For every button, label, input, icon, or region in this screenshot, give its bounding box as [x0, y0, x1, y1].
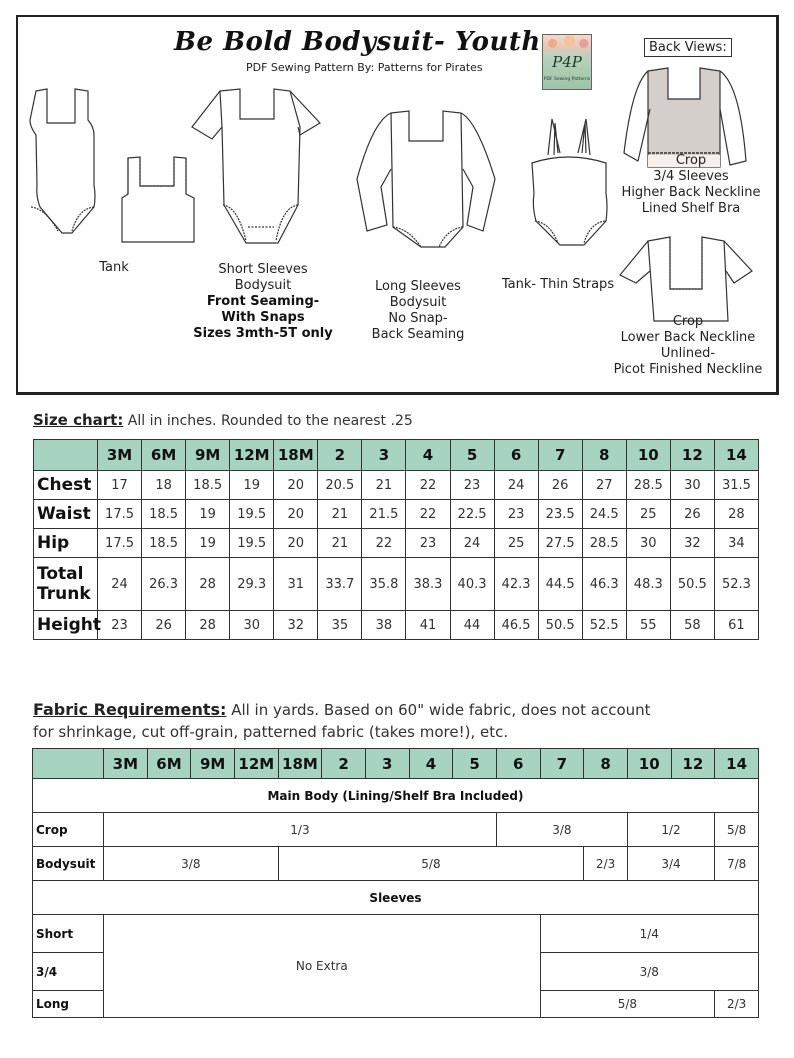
row-label: 3/4	[33, 953, 104, 991]
measurement-cell: 38.3	[406, 558, 450, 611]
crop-row	[33, 813, 759, 847]
size-header-cell: 8	[584, 749, 628, 779]
measurement-cell: 19	[186, 529, 230, 558]
long-sleeve-caption	[358, 279, 478, 343]
measurement-cell: 46.3	[582, 558, 626, 611]
tank-bodysuit-drawing	[28, 85, 108, 237]
garment-views-panel	[16, 15, 779, 395]
measurement-cell: 23.5	[538, 500, 582, 529]
thin-strap-tank-drawing	[528, 117, 612, 249]
short-sleeve-caption	[188, 262, 338, 342]
caption-line: Bodysuit	[389, 295, 447, 310]
measurement-cell: 20	[274, 500, 318, 529]
size-header-cell: 10	[626, 440, 670, 471]
yardage-cell: 2/3	[584, 847, 628, 881]
measurement-cell: 30	[230, 611, 274, 640]
fabric-note-line1: All in yards. Based on 60" wide fabric, does not account	[231, 701, 651, 719]
size-chart-label: Size chart:	[33, 411, 124, 429]
measurement-cell: 28.5	[582, 529, 626, 558]
size-chart-heading	[33, 411, 413, 429]
measurement-cell: 50.5	[670, 558, 714, 611]
fabric-label: Fabric Requirements:	[33, 700, 227, 719]
caption-line: Bodysuit	[234, 278, 292, 293]
measurement-cell: 21	[318, 529, 362, 558]
logo-subtext: PDF Sewing Patterns	[543, 77, 591, 82]
sleeves-heading: Sleeves	[33, 881, 759, 915]
measurement-cell: 28.5	[626, 471, 670, 500]
caption-line: With Snaps	[221, 310, 305, 325]
measurement-cell: 18	[142, 471, 186, 500]
measurement-cell: 61	[714, 611, 758, 640]
size-header-cell: 6M	[147, 749, 191, 779]
measurement-cell: 25	[494, 529, 538, 558]
measurement-cell: 32	[670, 529, 714, 558]
yardage-cell: 1/3	[104, 813, 497, 847]
measurement-cell: 22	[362, 529, 406, 558]
sleeves-section-row	[33, 881, 759, 915]
measurement-cell: 20	[274, 529, 318, 558]
size-header-cell: 12	[670, 440, 714, 471]
measurement-cell: 32	[274, 611, 318, 640]
size-header-cell: 6M	[142, 440, 186, 471]
measurement-cell: 24	[450, 529, 494, 558]
logo-text: P4P	[552, 53, 582, 71]
measurement-cell: 27	[582, 471, 626, 500]
measurement-cell: 35.8	[362, 558, 406, 611]
size-header-cell: 7	[540, 749, 584, 779]
row-label: Chest	[34, 471, 98, 500]
measurement-cell: 30	[626, 529, 670, 558]
size-header-cell: 2	[322, 749, 366, 779]
size-header-cell: 4	[409, 749, 453, 779]
back-views-label: Back Views:	[644, 38, 732, 57]
measurement-cell: 24	[494, 471, 538, 500]
size-header-cell: 9M	[186, 440, 230, 471]
measurement-cell: 33.7	[318, 558, 362, 611]
caption-line: 3/4 Sleeves	[653, 169, 729, 184]
short-sleeve-bodysuit-drawing	[190, 87, 326, 247]
size-header-cell: 3	[362, 440, 406, 471]
fabric-heading	[33, 700, 651, 719]
measurement-cell: 26.3	[142, 558, 186, 611]
corner-cell	[34, 440, 98, 471]
main-body-heading: Main Body (Lining/Shelf Bra Included)	[33, 779, 759, 813]
short-sleeve-row	[33, 915, 759, 953]
measurement-cell: 21.5	[362, 500, 406, 529]
row-label: Height	[34, 611, 98, 640]
p4p-logo	[542, 34, 592, 90]
caption-line: Higher Back Neckline	[621, 185, 761, 200]
yardage-cell: 5/8	[278, 847, 584, 881]
measurement-row	[34, 500, 759, 529]
size-header-cell: 9M	[191, 749, 235, 779]
fabric-requirements-table	[32, 748, 759, 1018]
caption-line: Unlined-	[660, 346, 716, 361]
measurement-cell: 22	[406, 500, 450, 529]
measurement-row	[34, 529, 759, 558]
measurement-cell: 23	[406, 529, 450, 558]
measurement-cell: 30	[670, 471, 714, 500]
measurement-cell: 20	[274, 471, 318, 500]
measurement-cell: 40.3	[450, 558, 494, 611]
size-header-cell: 14	[714, 440, 758, 471]
size-header-cell: 7	[538, 440, 582, 471]
main-body-section-row	[33, 779, 759, 813]
row-label-line: Trunk	[37, 584, 91, 604]
long-sleeve-bodysuit-drawing	[343, 107, 503, 249]
measurement-cell: 18.5	[186, 471, 230, 500]
measurement-cell: 17.5	[98, 529, 142, 558]
caption-line: Short Sleeves	[218, 262, 308, 277]
yardage-cell: 3/8	[104, 847, 279, 881]
measurement-cell: 26	[142, 611, 186, 640]
row-label: Bodysuit	[33, 847, 104, 881]
size-header-cell: 18M	[278, 749, 322, 779]
tank-caption	[84, 260, 144, 276]
measurement-cell: 25	[626, 500, 670, 529]
measurement-cell: 17	[98, 471, 142, 500]
measurement-cell: 20.5	[318, 471, 362, 500]
caption-line: Crop	[675, 153, 707, 168]
measurement-cell: 34	[714, 529, 758, 558]
pattern-subtitle: PDF Sewing Pattern By: Patterns for Pirates	[246, 61, 483, 74]
measurement-cell: 27.5	[538, 529, 582, 558]
measurement-cell: 31.5	[714, 471, 758, 500]
measurement-cell: 44.5	[538, 558, 582, 611]
measurement-cell: 31	[274, 558, 318, 611]
crop-tank-drawing	[120, 154, 198, 246]
yardage-cell: 2/3	[715, 991, 759, 1018]
measurement-cell: 28	[186, 558, 230, 611]
measurement-cell: 38	[362, 611, 406, 640]
row-label: Long	[33, 991, 104, 1018]
measurement-cell: 44	[450, 611, 494, 640]
measurement-cell: 18.5	[142, 529, 186, 558]
size-header-cell: 2	[318, 440, 362, 471]
measurement-cell: 48.3	[626, 558, 670, 611]
yardage-cell: 1/4	[540, 915, 758, 953]
measurement-cell: 19	[230, 471, 274, 500]
corner-cell	[33, 749, 104, 779]
size-header-cell: 12	[671, 749, 715, 779]
caption-line: No Snap-	[388, 311, 448, 326]
measurement-row	[34, 471, 759, 500]
row-label: Hip	[34, 529, 98, 558]
caption-line: Lower Back Neckline	[620, 330, 756, 345]
size-header-cell: 3	[365, 749, 409, 779]
measurement-cell: 17.5	[98, 500, 142, 529]
size-header-cell: 5	[450, 440, 494, 471]
yardage-cell: 7/8	[715, 847, 759, 881]
measurement-cell: 19	[186, 500, 230, 529]
size-header-cell: 3M	[104, 749, 148, 779]
caption-line: Tank- Thin Straps	[501, 277, 615, 292]
size-header-cell: 5	[453, 749, 497, 779]
measurement-cell: 50.5	[538, 611, 582, 640]
measurement-cell: 23	[98, 611, 142, 640]
yardage-cell: 5/8	[540, 991, 715, 1018]
measurement-cell: 19.5	[230, 500, 274, 529]
yardage-cell: 1/2	[627, 813, 714, 847]
thin-strap-caption	[483, 277, 633, 293]
measurement-cell: 55	[626, 611, 670, 640]
measurement-cell: 21	[362, 471, 406, 500]
pattern-title: Be Bold Bodysuit- Youth	[174, 27, 541, 57]
measurement-cell: 22	[406, 471, 450, 500]
size-header-cell: 3M	[98, 440, 142, 471]
flower-decoration-icon	[543, 35, 591, 49]
measurement-cell: 21	[318, 500, 362, 529]
crop-back-1-caption	[606, 153, 776, 217]
measurement-cell: 19.5	[230, 529, 274, 558]
measurement-cell: 52.3	[714, 558, 758, 611]
size-header-cell: 10	[627, 749, 671, 779]
measurement-cell: 42.3	[494, 558, 538, 611]
size-chart-table	[33, 439, 759, 640]
size-header-row	[34, 440, 759, 471]
measurement-cell: 35	[318, 611, 362, 640]
row-label-line: Total	[37, 564, 84, 584]
bodysuit-row	[33, 847, 759, 881]
caption-line: Lined Shelf Bra	[641, 201, 741, 216]
row-label: Waist	[34, 500, 98, 529]
measurement-cell: 29.3	[230, 558, 274, 611]
size-header-cell: 18M	[274, 440, 318, 471]
measurement-cell: 23	[494, 500, 538, 529]
measurement-cell: 24	[98, 558, 142, 611]
yardage-cell: 3/4	[627, 847, 714, 881]
size-header-cell: 14	[715, 749, 759, 779]
fabric-header-row	[33, 749, 759, 779]
measurement-cell: 41	[406, 611, 450, 640]
caption-line: Front Seaming-	[206, 294, 320, 309]
measurement-cell: 26	[670, 500, 714, 529]
no-extra-cell: No Extra	[104, 915, 541, 1018]
yardage-cell: 3/8	[496, 813, 627, 847]
size-header-cell: 12M	[234, 749, 278, 779]
yardage-cell: 3/8	[540, 953, 758, 991]
measurement-cell: 18.5	[142, 500, 186, 529]
size-header-cell: 12M	[230, 440, 274, 471]
measurement-cell: 28	[186, 611, 230, 640]
crop-back-short-sleeve-drawing	[618, 235, 758, 325]
fabric-note-line2: for shrinkage, cut off-grain, patterned fabric (takes more!), etc.	[33, 723, 509, 741]
measurement-cell: 22.5	[450, 500, 494, 529]
measurement-cell: 52.5	[582, 611, 626, 640]
size-header-cell: 6	[496, 749, 540, 779]
row-label: Short	[33, 915, 104, 953]
yardage-cell: 5/8	[715, 813, 759, 847]
caption-line: Crop	[672, 314, 704, 329]
size-header-cell: 6	[494, 440, 538, 471]
caption-line: Tank	[99, 260, 129, 275]
measurement-cell: 58	[670, 611, 714, 640]
caption-line: Picot Finished Neckline	[613, 362, 763, 377]
size-header-cell: 8	[582, 440, 626, 471]
size-chart-note: All in inches. Rounded to the nearest .25	[127, 413, 413, 429]
measurement-row	[34, 558, 759, 611]
measurement-cell: 23	[450, 471, 494, 500]
measurement-cell: 46.5	[494, 611, 538, 640]
row-label	[34, 558, 98, 611]
caption-line: Sizes 3mth-5T only	[193, 326, 333, 341]
measurement-row	[34, 611, 759, 640]
caption-line: Long Sleeves	[375, 279, 461, 294]
crop-back-2-caption	[598, 314, 778, 378]
measurement-cell: 26	[538, 471, 582, 500]
measurement-cell: 24.5	[582, 500, 626, 529]
measurement-cell: 28	[714, 500, 758, 529]
row-label: Crop	[33, 813, 104, 847]
size-header-cell: 4	[406, 440, 450, 471]
caption-line: Back Seaming	[371, 327, 465, 342]
